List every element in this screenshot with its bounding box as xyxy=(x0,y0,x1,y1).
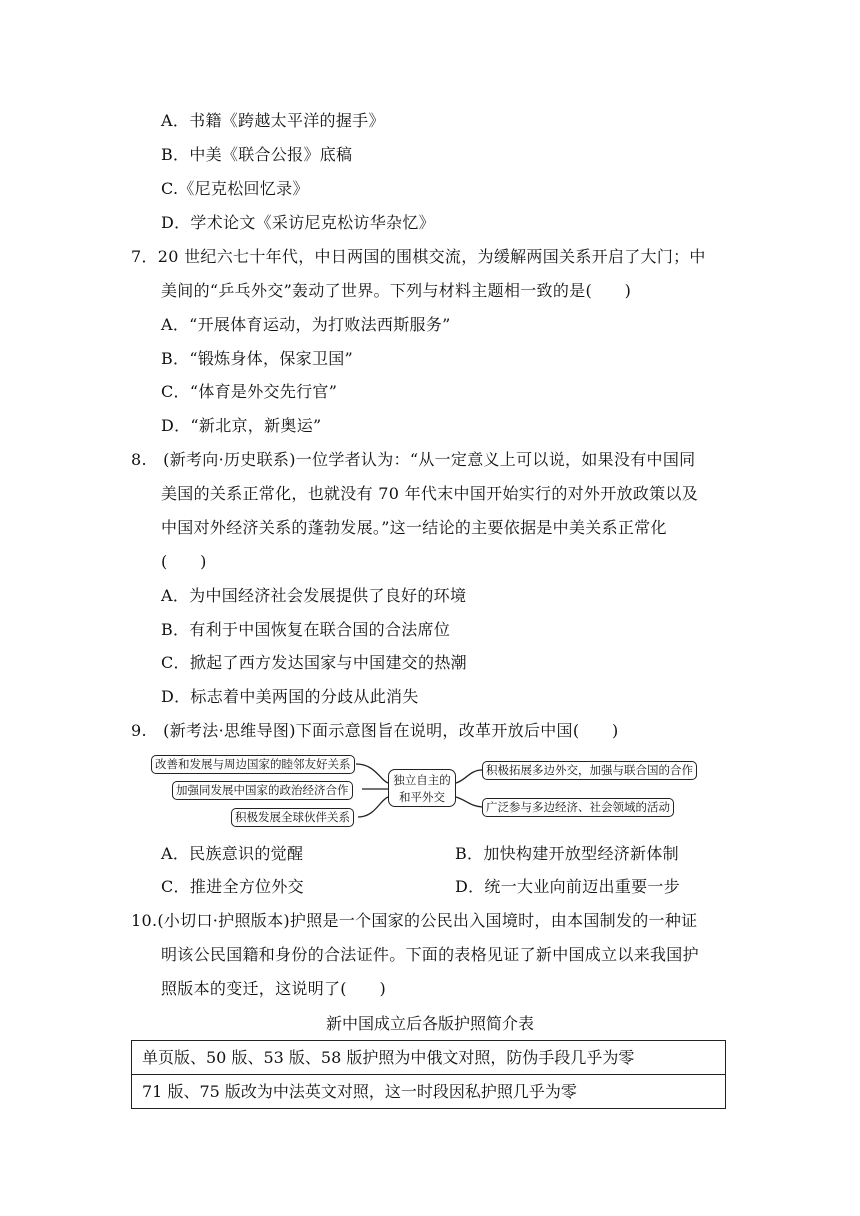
q6-option-b: B．中美《联合公报》底稿 xyxy=(161,145,353,164)
table-cell: 单页版、50 版、53 版、58 版护照为中俄文对照，防伪手段几乎为零 xyxy=(132,1041,726,1075)
table-row xyxy=(132,1041,726,1075)
q10-stem-line3: 照版本的变迁，这说明了( ) xyxy=(161,979,386,998)
q9-option-b: B．加快构建开放型经济新体制 xyxy=(455,844,679,863)
table-title: 新中国成立后各版护照简介表 xyxy=(325,1014,534,1033)
mindmap-center-node xyxy=(388,769,456,807)
q7-stem-line2: 美间的“乒乓外交”轰动了世界。下列与材料主题相一致的是( ) xyxy=(161,281,632,300)
mindmap-left-node-2: 加强同发展中国家的政治经济合作 xyxy=(172,781,353,800)
mindmap-left-node-3: 积极发展全球伙伴关系 xyxy=(231,808,354,827)
mindmap-right-node-1: 积极拓展多边外交，加强与联合国的合作 xyxy=(482,761,697,780)
q8-option-a: A．为中国经济社会发展提供了良好的环境 xyxy=(161,586,467,605)
q7-stem-line1: 7．20 世纪六七十年代，中日两国的围棋交流，为缓解两国关系开启了大门；中 xyxy=(131,247,706,266)
q8-stem-line1: 8. (新考向·历史联系)一位学者认为：“从一定意义上可以说，如果没有中国同 xyxy=(131,450,696,469)
table-row xyxy=(132,1075,726,1109)
q10-stem-line1: 10.(小切口·护照版本)护照是一个国家的公民出入国境时，由本国制发的一种证 xyxy=(131,911,698,930)
q8-stem-line4: ( ) xyxy=(161,552,207,571)
q6-option-c: C.《尼克松回忆录》 xyxy=(161,179,309,198)
mindmap-right-node-2: 广泛参与多边经济、社会领域的活动 xyxy=(482,798,674,817)
q9-option-d: D．统一大业向前迈出重要一步 xyxy=(455,877,681,896)
passport-table xyxy=(131,1040,726,1109)
mindmap-left-node-1: 改善和发展与周边国家的睦邻友好关系 xyxy=(151,755,355,774)
q9-stem-line1: 9. (新考法·思维导图)下面示意图旨在说明，改革开放后中国( ) xyxy=(131,721,619,740)
q7-option-c: C．“体育是外交先行官” xyxy=(161,382,338,401)
q8-option-c: C．掀起了西方发达国家与中国建交的热潮 xyxy=(161,653,467,672)
q8-option-d: D．标志着中美两国的分歧从此消失 xyxy=(161,687,419,706)
q9-option-a: A．民族意识的觉醒 xyxy=(161,844,304,863)
q8-stem-line3: 中国对外经济关系的蓬勃发展。”这一结论的主要依据是中美关系正常化 xyxy=(161,518,667,537)
q6-option-a: A．书籍《跨越太平洋的握手》 xyxy=(161,111,385,130)
q7-option-d: D．“新北京，新奥运” xyxy=(161,416,322,435)
q8-option-b: B．有利于中国恢复在联合国的合法席位 xyxy=(161,620,451,639)
q7-option-a: A．“开展体育运动，为打败法西斯服务” xyxy=(161,315,451,334)
q9-option-c: C．推进全方位外交 xyxy=(161,877,304,896)
q8-stem-line2: 美国的关系正常化，也就没有 70 年代末中国开始实行的对外开放政策以及 xyxy=(161,484,699,503)
q7-option-b: B．“锻炼身体，保家卫国” xyxy=(161,349,354,368)
q10-stem-line2: 明该公民国籍和身份的合法证件。下面的表格见证了新中国成立以来我国护 xyxy=(161,945,699,964)
mindmap-center-line2: 和平外交 xyxy=(399,790,445,804)
q6-option-d: D．学术论文《采访尼克松访华杂忆》 xyxy=(161,213,435,232)
table-cell: 71 版、75 版改为中法英文对照，这一时段因私护照几乎为零 xyxy=(132,1075,726,1109)
mindmap-center-line1: 独立自主的 xyxy=(393,773,451,787)
